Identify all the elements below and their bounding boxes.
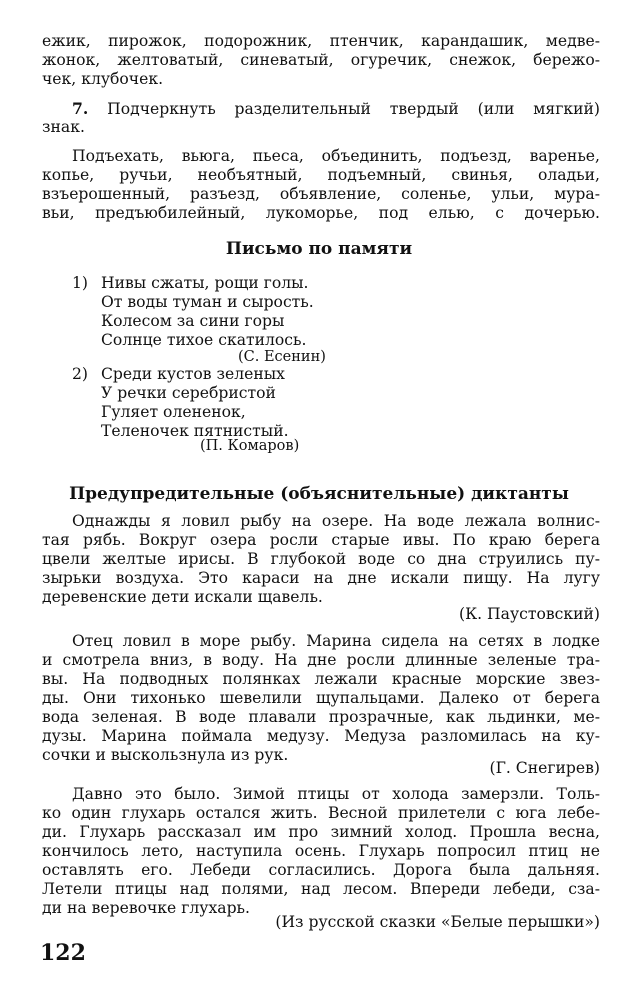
exercise-title-line: знак. <box>42 118 85 136</box>
poem-line: Теленочек пятнистый. <box>101 422 289 440</box>
text-line: вьи, предъюбилейный, лукоморье, под елью, с дочерью. <box>42 204 600 222</box>
poem-number: 1) <box>72 274 89 292</box>
text-line: сочки и выскользнула из рук. <box>42 746 289 764</box>
poem-number: 2) <box>72 365 89 383</box>
text-line: копье, ручьи, необъятный, подъемный, свинья, оладьи, <box>42 166 600 184</box>
text-line: дузы. Марина поймала медузу. Медуза разломилась на ку- <box>42 727 600 745</box>
text-line: оставлять его. Лебеди согласились. Дорога была дальняя. <box>42 861 600 879</box>
exercise-number: 7. <box>72 99 89 118</box>
text-line: тая рябь. Вокруг озера росли старые ивы. По краю берега <box>42 531 600 549</box>
poem-line: Среди кустов зеленых <box>101 365 285 383</box>
poem-author: (С. Есенин) <box>238 349 326 365</box>
text-line: ежик, пирожок, подорожник, птенчик, карандашик, медве- <box>42 32 600 50</box>
text-line: цвели желтые ирисы. В глубокой воде со дна струились пу- <box>42 550 600 568</box>
text-line: ди на веревочке глухарь. <box>42 899 250 917</box>
text-line: ди. Глухарь рассказал им про зимний холод. Прошла весна, <box>42 823 600 841</box>
text-author: (Из русской сказки «Белые перышки») <box>275 913 600 931</box>
text-line: ко один глухарь остался жить. Весной прилетели с юга лебе- <box>42 804 600 822</box>
poem-line: У речки серебристой <box>101 384 276 402</box>
text-line: Отец ловил в море рыбу. Марина сидела на сетях в лодке <box>72 632 600 650</box>
poem-line: Нивы сжаты, рощи голы. <box>101 274 309 292</box>
section-heading-dictation: Предупредительные (объяснительные) диктанты <box>69 484 569 504</box>
text-line: зырьки воздуха. Это караси на дне искали пищу. На лугу <box>42 569 600 587</box>
poem-line: Солнце тихое скатилось. <box>101 331 307 349</box>
poem-author: (П. Комаров) <box>200 438 300 454</box>
exercise-title: Подчеркнуть разделительный твердый (или мягкий) <box>107 100 600 118</box>
text-line: вы. На подводных полянках лежали красные морские звез- <box>42 670 600 688</box>
text-line: ды. Они тихонько шевелили щупальцами. Далеко от берега <box>42 689 600 707</box>
text-author: (Г. Снегирев) <box>489 759 600 777</box>
poem-line: Гуляет олененок, <box>101 403 246 421</box>
poem-line: Колесом за сини горы <box>101 312 285 330</box>
text-line: и смотрела вниз, в воду. На дне росли длинные зеленые тра- <box>42 651 600 669</box>
text-author: (К. Паустовский) <box>458 605 600 623</box>
text-line: жонок, желтоватый, синеватый, огуречик, снежок, бережо- <box>42 51 600 69</box>
section-heading-memory: Письмо по памяти <box>225 239 413 259</box>
text-line: чек, клубочек. <box>42 70 164 88</box>
text-line: взъерошенный, разъезд, объявление, соленье, ульи, мура- <box>42 185 600 203</box>
page-number: 122 <box>40 940 86 966</box>
exercise-title-line <box>72 99 600 119</box>
text-line: вода зеленая. В воде плавали прозрачные, как льдинки, ме- <box>42 708 600 726</box>
text-line: Летели птицы над полями, над лесом. Впереди лебеди, сза- <box>42 880 600 898</box>
text-line: деревенские дети искали щавель. <box>42 588 323 606</box>
text-line: кончилось лето, наступила осень. Глухарь попросил птиц не <box>42 842 600 860</box>
text-line: Давно это было. Зимой птицы от холода замерзли. Толь- <box>72 785 600 803</box>
text-line: Подъехать, вьюга, пьеса, объединить, подъезд, варенье, <box>72 147 600 165</box>
text-line: Однажды я ловил рыбу на озере. На воде лежала волнис- <box>72 512 600 530</box>
poem-line: От воды туман и сырость. <box>101 293 314 311</box>
